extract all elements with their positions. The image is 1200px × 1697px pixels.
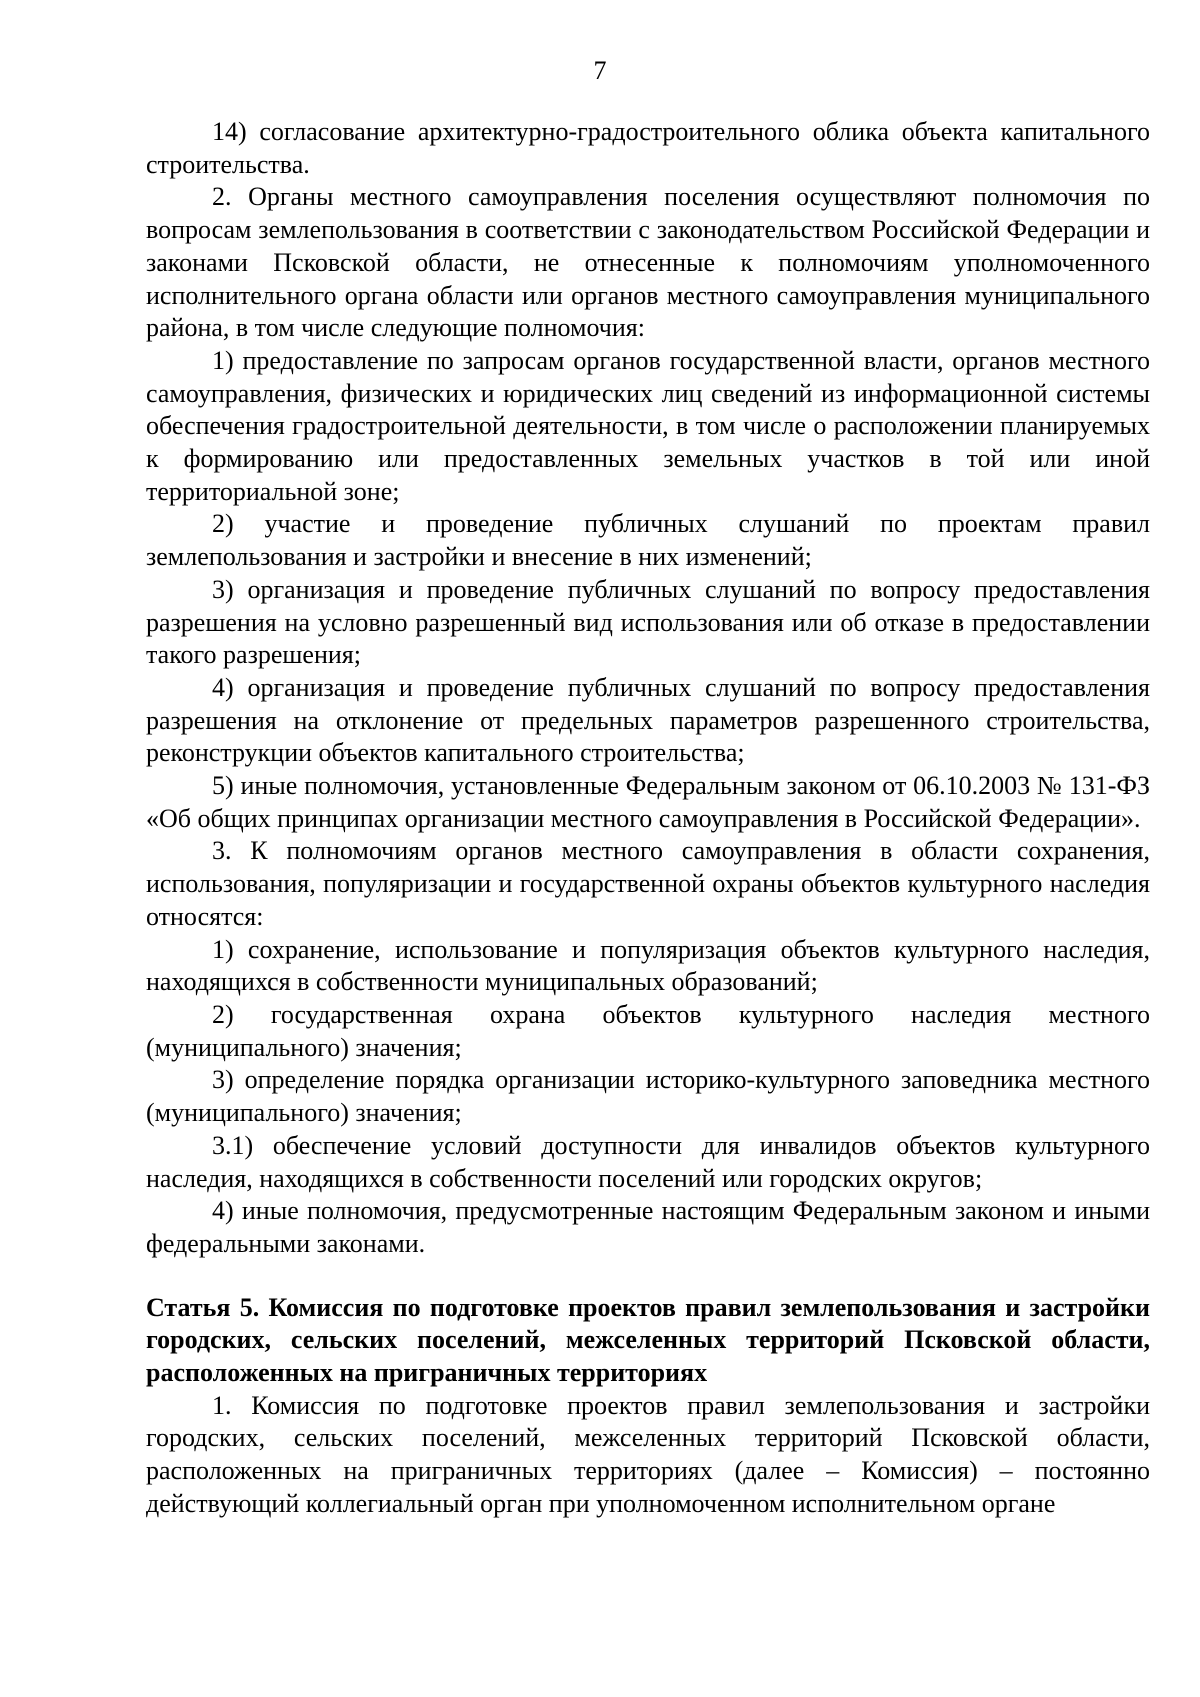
page-number: 7 <box>593 56 607 85</box>
paragraph-item-1: 1) предоставление по запросам органов государственной власти, органов местного самоуправления, физических и юридических лиц сведений из информационной системы обеспечения градостроительной деятельности, в том числе о расположении планируемых к формированию или предоставленных земельных участков в той или иной территориальной зоне; <box>146 345 1150 506</box>
paragraph-heritage-item-3: 3) определение порядка организации историко-культурного заповедника местного (муниципального) значения; <box>146 1065 1150 1128</box>
article-5-heading: Статья 5. Комиссия по подготовке проектов правил землепользования и застройки городских, сельских поселений, межселенных территорий Псковской области, расположенных на приграничных территориях <box>146 1292 1150 1388</box>
paragraph-item-14: 14) согласование архитектурно-градостроительного облика объекта капитального строительства. <box>146 117 1150 179</box>
document-body <box>146 116 1150 1521</box>
paragraph-heritage-item-1: 1) сохранение, использование и популяризация объектов культурного наследия, находящихся в собственности муниципальных образований; <box>146 934 1150 997</box>
paragraph-section-3: 3. К полномочиям органов местного самоуправления в области сохранения, использования, популяризации и государственной охраны объектов культурного наследия относятся: <box>146 836 1150 931</box>
paragraph-heritage-item-2: 2) государственная охрана объектов культурного наследия местного (муниципального) значения; <box>146 999 1150 1062</box>
article-5-paragraph-1: 1. Комиссия по подготовке проектов правил землепользования и застройки городских, сельских поселений, межселенных территорий Псковской области, расположенных на приграничных территориях (далее – Комиссия) – постоянно действующий коллегиальный орган при уполномоченном исполнительном органе <box>146 1390 1150 1518</box>
paragraph-item-4: 4) организация и проведение публичных слушаний по вопросу предоставления разрешения на отклонение от предельных параметров разрешенного строительства, реконструкции объектов капитального строительства; <box>146 672 1150 768</box>
paragraph-heritage-item-4: 4) иные полномочия, предусмотренные настоящим Федеральным законом и иными федеральными законами. <box>146 1196 1150 1258</box>
paragraph-item-2: 2) участие и проведение публичных слушаний по проектам правил землепользования и застройки и внесение в них изменений; <box>146 509 1150 572</box>
paragraph-section-2: 2. Органы местного самоуправления поселения осуществляют полномочия по вопросам землепользования в соответствии с законодательством Российской Федерации и законами Псковской области, не отнесенные к полномочиям уполномоченного исполнительного органа области или органов местного самоуправления муниципального района, в том числе следующие полномочия: <box>146 182 1150 343</box>
paragraph-heritage-item-3-1: 3.1) обеспечение условий доступности для инвалидов объектов культурного наследия, находящихся в собственности поселений или городских округов; <box>146 1130 1150 1193</box>
paragraph-item-3: 3) организация и проведение публичных слушаний по вопросу предоставления разрешения на условно разрешенный вид использования или об отказе в предоставлении такого разрешения; <box>146 574 1150 670</box>
paragraph-item-5: 5) иные полномочия, установленные Федеральным законом от 06.10.2003 № 131-ФЗ «Об общих принципах организации местного самоуправления в Российской Федерации». <box>146 771 1150 833</box>
